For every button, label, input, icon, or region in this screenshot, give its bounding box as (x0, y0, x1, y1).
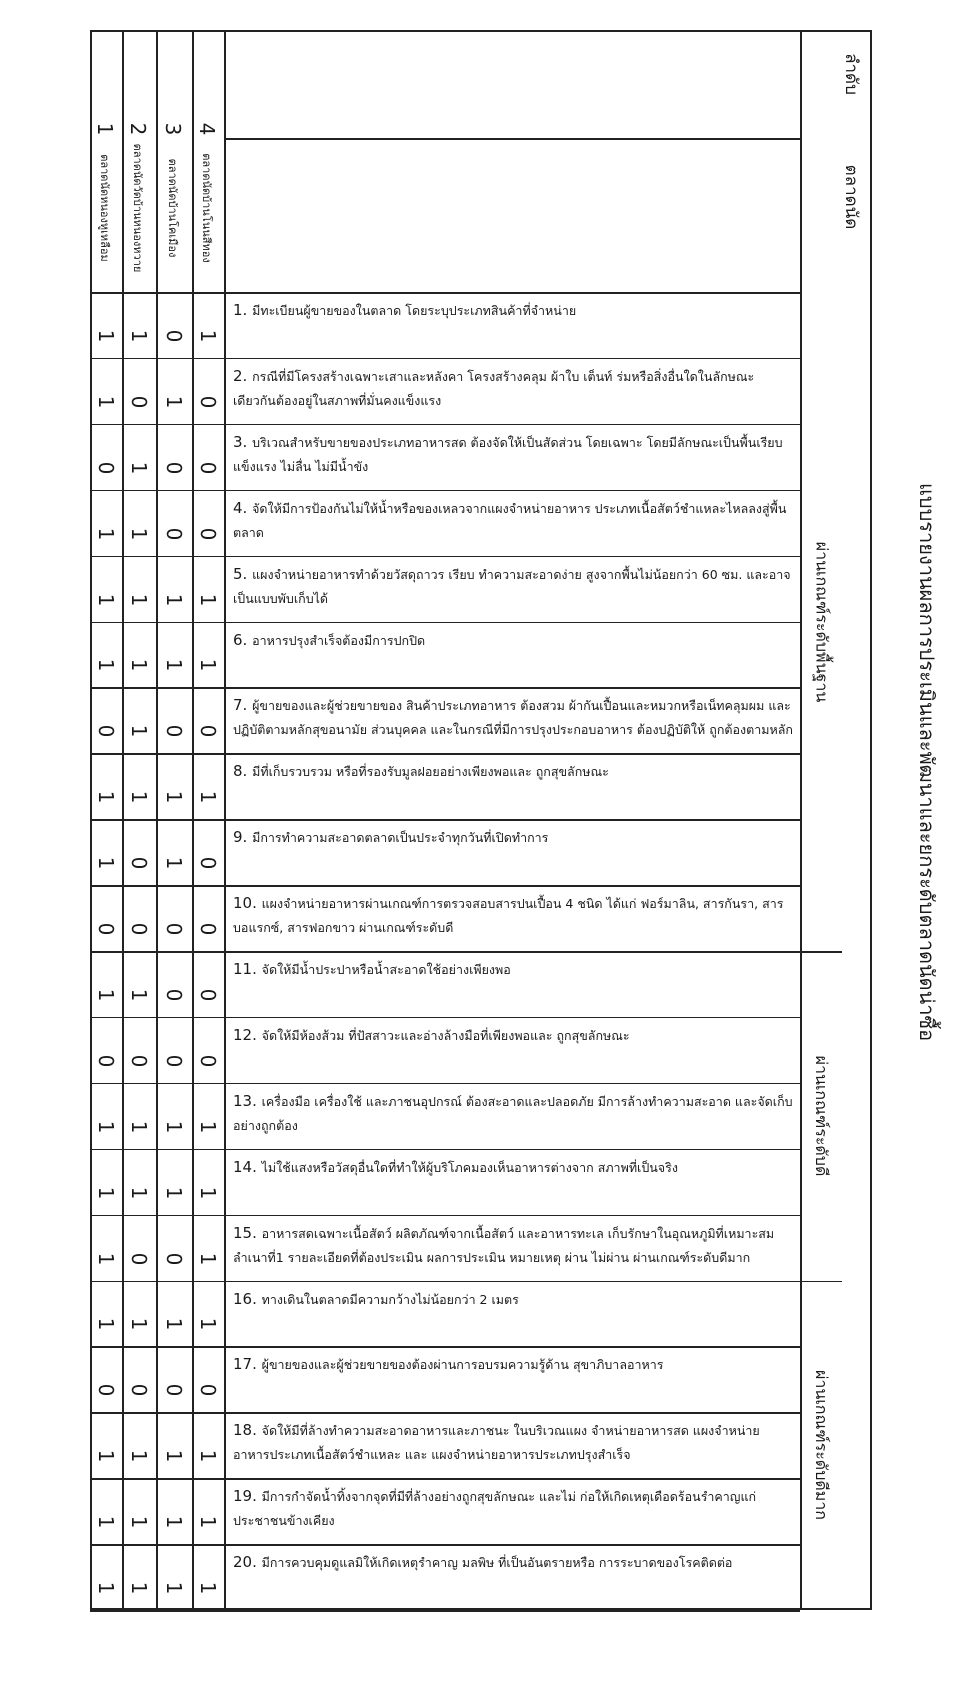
criterion-description: ไม่ใช้แสงหรือวัสดุอื่นใดที่ทำให้ผู้บริโภคมองเห็นอาหารต่างจาก สภาพที่เป็นจริง (261, 1159, 678, 1175)
score-cell: 1 (94, 790, 118, 804)
score-cell: 1 (196, 1449, 220, 1463)
score-cell: 0 (162, 1252, 186, 1265)
criteria-group-label: ผ่านเกณฑ์ระดับดีมาก (812, 1370, 831, 1521)
market-header: ตลาดนัด (841, 164, 861, 230)
score-cell: 1 (162, 1120, 186, 1134)
criterion-number: 4. (233, 498, 253, 517)
criterion-number: 19. (233, 1487, 262, 1506)
criterion-text (233, 1352, 796, 1410)
score-cell: 1 (196, 659, 220, 672)
criterion-text (233, 1418, 796, 1476)
score-cell: 1 (162, 1186, 186, 1199)
table-gridline (90, 1149, 800, 1151)
table-gridline (800, 30, 802, 1610)
criterion-text (233, 1484, 796, 1542)
criterion-description: แผงจำหน่ายอาหารผ่านเกณฑ์การตรวจสอบสารปนเปื้อน 4 ชนิด ได้แก่ ฟอร์มาลิน, สารกันรา, สารบอแรกซ์, สารฟอกขาว ผ่านเกณฑ์ระดับดี (233, 896, 784, 936)
score-cell: 1 (162, 790, 186, 804)
score-cell: 1 (127, 790, 151, 804)
criterion-text (233, 298, 796, 356)
score-cell: 1 (94, 988, 118, 1002)
report-title: แบบรายงานผลการประเมินและพัฒนาและยกระดับตลาดนัดน่าซื้อ (915, 483, 939, 1042)
criterion-text (233, 562, 796, 620)
score-cell: 1 (162, 1581, 186, 1595)
score-cell: 0 (127, 1252, 151, 1265)
table-gridline (90, 358, 800, 360)
table-gridline (90, 1478, 800, 1480)
score-cell: 0 (196, 461, 220, 475)
criterion-description: มีการกำจัดน้ำทิ้งจากจุดที่มีที่ล้างอย่างถูกสุขลักษณะ และไม่ ก่อให้เกิดเหตุเดือดร้อนรำคาญแก่ประชาชนข้างเคียง (233, 1489, 757, 1529)
criterion-description: จัดให้มีการป้องกันไม่ให้น้ำหรือของเหลวจากแผงจำหน่ายอาหาร ประเภทเนื้อสัตว์ชำแหละไหลลงสู่พื้นตลาด (233, 500, 787, 540)
criterion-number: 14. (233, 1157, 262, 1176)
score-cell: 0 (94, 922, 118, 936)
criterion-number: 2. (233, 366, 253, 385)
criterion-text (233, 628, 796, 686)
criterion-number: 16. (233, 1289, 262, 1308)
table-gridline (90, 292, 800, 294)
market-name: ตลาดนัดวัดบ้านหนองหวาย (131, 143, 144, 273)
criterion-number: 9. (233, 828, 253, 847)
score-cell: 1 (162, 593, 186, 606)
score-cell: 1 (162, 395, 186, 409)
score-cell: 1 (94, 856, 118, 870)
criterion-description: บริเวณสำหรับขายของประเภทอาหารสด ต้องจัดให้เป็นสัดส่วน โดยเฉพาะ โดยมีลักษณะเป็นพื้นเรียบแข็งแรง ไม่ลื่น ไม่มีน้ำขัง (233, 434, 783, 474)
criterion-text (233, 1550, 796, 1608)
table-gridline (90, 622, 800, 624)
score-cell: 1 (94, 593, 118, 606)
score-cell: 0 (94, 724, 118, 738)
score-cell: 1 (162, 856, 186, 870)
score-cell: 1 (94, 1318, 118, 1331)
criterion-text (233, 957, 796, 1015)
score-cell: 1 (127, 1515, 151, 1529)
score-cell: 1 (196, 1515, 220, 1529)
table-gridline (90, 490, 800, 492)
criterion-number: 7. (233, 696, 253, 715)
order-header: ลำดับ (841, 53, 861, 95)
criterion-description: แผงจำหน่ายอาหารทำด้วยวัสดุถาวร เรียบ ทำความสะอาดง่าย สูงจากพื้นไม่น้อยกว่า 60 ซม. และอาจเป็นแบบพับเก็บได้ (233, 566, 791, 606)
score-cell: 0 (94, 461, 118, 475)
criterion-number: 3. (233, 432, 253, 451)
criteria-group-label: ผ่านเกณฑ์ระดับดี (812, 1055, 831, 1177)
score-cell: 0 (162, 527, 186, 540)
score-cell: 1 (162, 1449, 186, 1463)
score-cell: 1 (94, 1449, 118, 1463)
score-cell: 1 (196, 1252, 220, 1265)
table-gridline (800, 951, 842, 953)
criterion-text (233, 1089, 796, 1147)
score-cell: 1 (127, 593, 151, 606)
criterion-text (233, 1221, 796, 1279)
market-name: ตลาดนัดหนองหูเหลือม (98, 154, 111, 262)
criterion-text (233, 693, 796, 751)
table-gridline (90, 1346, 800, 1348)
criterion-text (233, 496, 796, 554)
criterion-description: มีการทำความสะอาดตลาดเป็นประจำทุกวันที่เปิดทำการ (252, 830, 549, 846)
score-cell: 1 (94, 1252, 118, 1265)
score-cell: 0 (196, 988, 220, 1002)
score-cell: 0 (196, 527, 220, 540)
criterion-description: จัดให้มีห้องส้วม ที่ปัสสาวะและอ่างล้างมือที่เพียงพอและ ถูกสุขลักษณะ (261, 1027, 630, 1043)
score-cell: 1 (94, 1515, 118, 1529)
criterion-number: 17. (233, 1355, 262, 1374)
score-cell: 1 (94, 329, 118, 343)
score-cell: 0 (162, 1054, 186, 1068)
score-cell: 1 (127, 1186, 151, 1199)
criterion-number: 1. (233, 301, 253, 319)
score-cell: 1 (94, 1186, 118, 1199)
score-cell: 0 (94, 1383, 118, 1397)
score-cell: 1 (196, 593, 220, 606)
score-cell: 1 (127, 1318, 151, 1331)
criterion-description: อาหารสดเฉพาะเนื้อสัตว์ ผลิตภัณฑ์จากเนื้อสัตว์ และอาหารทะเล เก็บรักษาในอุณหภูมิที่เหมาะสม ลำเนาที่1 รายละเอียดที่ต้องประเมิน ผลการประเมิน หมายเหตุ ผ่าน ไม่ผ่าน ผ่านเกณฑ์ระดับดีมาก (233, 1225, 775, 1265)
table-gridline (90, 951, 800, 953)
score-cell: 1 (94, 659, 118, 672)
score-cell: 1 (127, 461, 151, 475)
criterion-number: 18. (233, 1421, 262, 1440)
score-cell: 1 (94, 395, 118, 409)
criterion-text (233, 364, 796, 422)
score-cell: 1 (162, 659, 186, 672)
score-cell: 0 (162, 329, 186, 343)
criterion-number: 13. (233, 1091, 262, 1110)
score-cell: 0 (196, 856, 220, 870)
criterion-description: อาหารปรุงสำเร็จต้องมีการปกปิด (252, 632, 426, 648)
table-gridline (90, 1544, 800, 1546)
score-cell: 0 (162, 724, 186, 738)
score-cell: 1 (196, 1581, 220, 1595)
criterion-description: ผู้ขายของและผู้ช่วยขายของ สินค้าประเภทอาหาร ต้องสวม ผ้ากันเปื้อนและหมวกหรือเน็ทคลุมผม และปฏิบัติตามหลักสุขอนามัย ส่วนบุคคล และในกรณีที่มีการปรุงประกอบอาหาร ต้องปฏิบัติให้ ถูกต้องตามหลัก (233, 698, 793, 738)
criterion-number: 15. (233, 1223, 262, 1242)
market-name: ตลาดนัดบ้านโคเมือง (166, 158, 179, 258)
criterion-description: มีที่เก็บรวบรวม หรือที่รองรับมูลฝอยอย่างเพียงพอและ ถูกสุขลักษณะ (252, 764, 609, 780)
score-cell: 0 (127, 395, 151, 409)
score-cell: 1 (94, 527, 118, 540)
score-cell: 1 (196, 790, 220, 804)
score-cell: 0 (127, 922, 151, 936)
score-cell: 1 (127, 329, 151, 343)
criterion-description: มีทะเบียนผู้ขายของในตลาด โดยระบุประเภทสินค้าที่จำหน่าย (252, 303, 577, 318)
criterion-description: กรณีที่มีโครงสร้างเฉพาะเสาและหลังคา โครงสร้างคลุม ผ้าใบ เต็นท์ ร่มหรือสิ่งอื่นใดในลักษณะเดียวกันต้องอยู่ในสภาพที่มั่นคงแข็งแรง (233, 368, 755, 408)
criteria-group-label: ผ่านเกณฑ์ระดับพื้นฐาน (812, 541, 831, 702)
score-cell: 0 (162, 988, 186, 1002)
criterion-text (233, 825, 796, 883)
score-cell: 0 (196, 724, 220, 738)
market-number: 2 (126, 122, 150, 136)
table-gridline (800, 1281, 842, 1283)
score-cell: 1 (196, 329, 220, 343)
criterion-text (233, 891, 796, 949)
criterion-number: 10. (233, 894, 262, 913)
score-cell: 0 (196, 922, 220, 936)
score-cell: 0 (127, 1054, 151, 1068)
table-gridline (90, 885, 800, 887)
score-cell: 1 (162, 1515, 186, 1529)
table-gridline (90, 1610, 800, 1612)
criterion-description: มีการควบคุมดูแลมิให้เกิดเหตุรำคาญ มลพิษ ที่เป็นอันตรายหรือ การระบาดของโรคติดต่อ (261, 1555, 733, 1571)
criterion-text (233, 1023, 796, 1081)
table-gridline (224, 138, 800, 140)
score-cell: 1 (196, 1186, 220, 1199)
criterion-description: จัดให้มีน้ำประปาหรือน้ำสะอาดใช้อย่างเพียงพอ (261, 962, 511, 977)
market-name: ตลาดนัดบ้านโนนสีทอง (200, 153, 213, 263)
criterion-number: 20. (233, 1553, 262, 1572)
score-cell: 0 (196, 395, 220, 409)
score-cell: 1 (162, 1318, 186, 1331)
score-cell: 0 (162, 1383, 186, 1397)
score-cell: 0 (127, 1383, 151, 1397)
criterion-number: 8. (233, 762, 253, 781)
table-gridline (90, 556, 800, 558)
table-gridline (90, 1215, 800, 1217)
criterion-text (233, 759, 796, 817)
criterion-description: ผู้ขายของและผู้ช่วยขายของต้องผ่านการอบรมความรู้ด้าน สุขาภิบาลอาหาร (261, 1357, 664, 1373)
market-number: 3 (161, 122, 185, 136)
score-cell: 1 (196, 1318, 220, 1331)
score-cell: 1 (127, 1581, 151, 1595)
table-gridline (90, 687, 800, 689)
table-gridline (90, 753, 800, 755)
criterion-number: 11. (233, 960, 262, 978)
score-cell: 1 (127, 1449, 151, 1463)
table-gridline (90, 1412, 800, 1414)
criterion-number: 6. (233, 630, 253, 649)
score-cell: 0 (162, 922, 186, 936)
score-cell: 1 (94, 1120, 118, 1134)
table-gridline (90, 1083, 800, 1085)
score-cell: 1 (127, 724, 151, 738)
table-gridline (90, 424, 800, 426)
table-gridline (90, 1281, 800, 1283)
table-gridline (90, 819, 800, 821)
criterion-description: ทางเดินในตลาดมีความกว้างไม่น้อยกว่า 2 เมตร (261, 1291, 519, 1307)
criterion-text (233, 1155, 796, 1213)
criterion-text (233, 430, 796, 488)
score-cell: 0 (162, 461, 186, 475)
criterion-description: เครื่องมือ เครื่องใช้ และภาชนอุปกรณ์ ต้องสะอาดและปลอดภัย มีการล้างทำความสะอาด และจัดเก็บอย่างถูกต้อง (233, 1093, 793, 1133)
market-number: 1 (93, 122, 117, 136)
score-cell: 1 (127, 988, 151, 1002)
criterion-number: 12. (233, 1025, 262, 1044)
criterion-number: 5. (233, 564, 253, 583)
score-cell: 0 (196, 1054, 220, 1068)
score-cell: 1 (196, 1120, 220, 1134)
score-cell: 1 (127, 1120, 151, 1134)
market-number: 4 (195, 122, 219, 136)
table-gridline (90, 1017, 800, 1019)
criterion-description: จัดให้มีที่ล้างทำความสะอาดอาหารและภาชนะ ในบริเวณแผง จำหน่ายอาหารสด แผงจำหน่ายอาหารประเภทเนื้อสัตว์ชำแหละ และ แผงจำหน่ายอาหารประเภทปรุงสำเร็จ (233, 1423, 760, 1463)
score-cell: 1 (127, 527, 151, 540)
criterion-text (233, 1287, 796, 1345)
score-cell: 0 (196, 1383, 220, 1397)
score-cell: 1 (94, 1581, 118, 1595)
score-cell: 0 (94, 1054, 118, 1068)
score-cell: 1 (127, 659, 151, 672)
score-cell: 0 (127, 856, 151, 870)
